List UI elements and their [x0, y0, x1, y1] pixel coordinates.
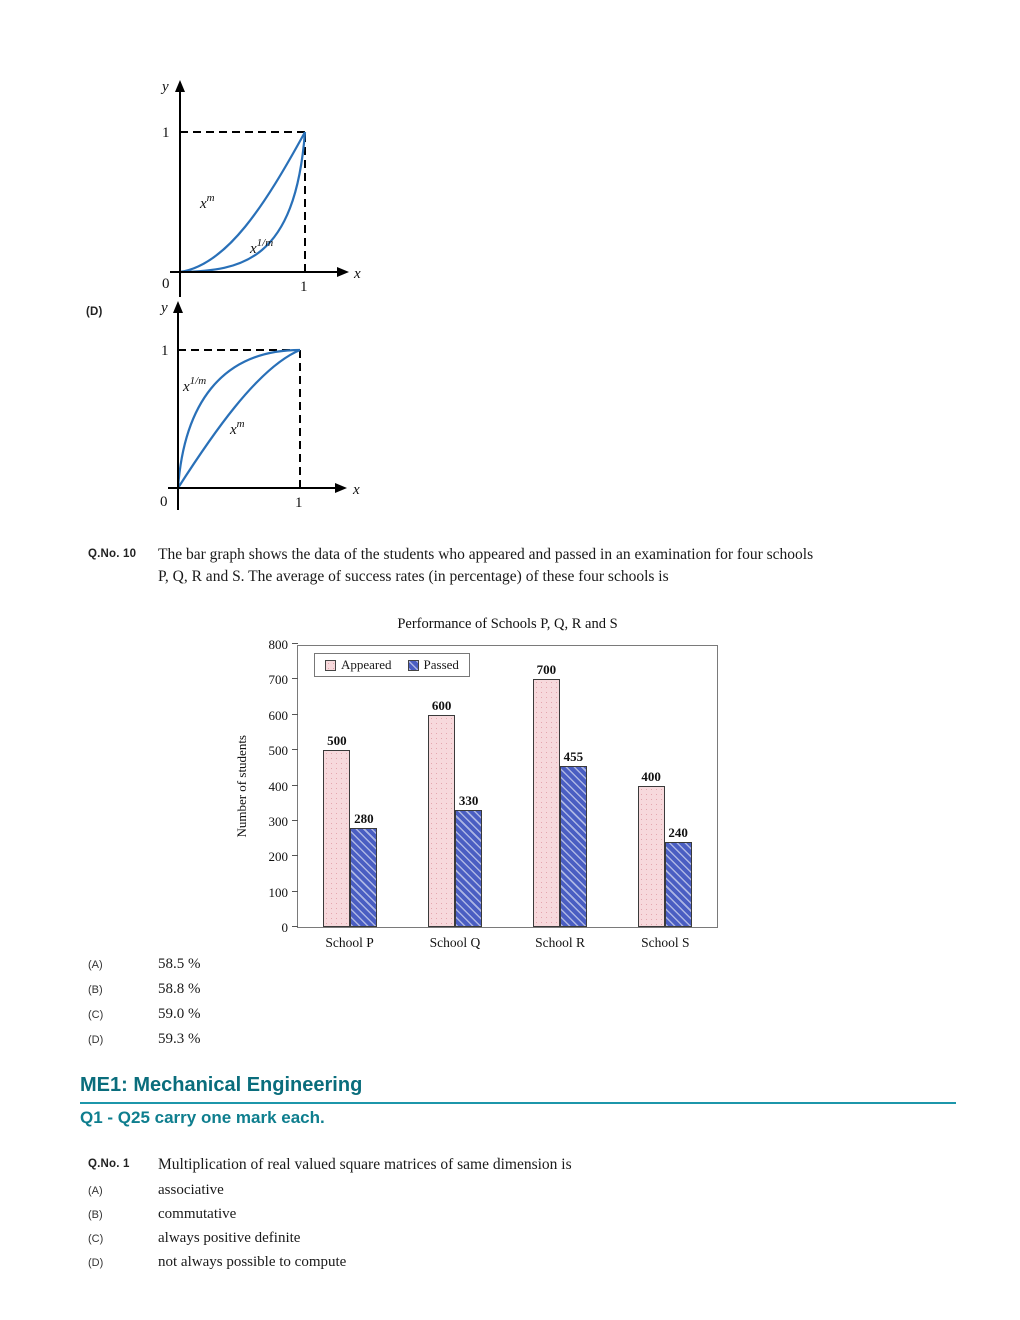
y-tick-label: 100 [268, 884, 288, 900]
q1-option-c [88, 1230, 608, 1247]
option-letter: (B) [88, 984, 103, 996]
curve-label-exponent: m [206, 192, 215, 204]
option-d-figure-label: (D) [86, 306, 103, 318]
passed-bar [665, 825, 692, 927]
curve-label-x-power-1-over-m [182, 375, 206, 395]
q1-number: Q.No. 1 [88, 1158, 130, 1170]
bar-value-label: 455 [563, 749, 584, 765]
y-tick-label: 800 [268, 637, 288, 652]
option-text: 58.8 % [158, 981, 201, 997]
bar-group [508, 646, 613, 927]
option-text: commutative [158, 1206, 237, 1222]
q10-option-a [88, 956, 508, 973]
option-text: 59.3 % [158, 1031, 201, 1047]
q1-option-b [88, 1206, 608, 1223]
option-letter: (A) [88, 1185, 103, 1197]
curve-label-base: x [183, 379, 190, 395]
y-tick-mark [292, 678, 298, 679]
curve-label-x-power-1-over-m [249, 237, 273, 257]
y-tick-label: 300 [268, 813, 288, 829]
bar-chart [230, 616, 735, 966]
x-category-label: School P [325, 935, 374, 950]
chart-legend [314, 653, 470, 677]
option-letter: (D) [88, 1257, 104, 1269]
curve-label-x-power-m [199, 192, 215, 212]
bar-value-label: 400 [641, 768, 661, 784]
chart-y-axis-title [234, 645, 250, 928]
x-category-label: School S [641, 935, 690, 950]
chart-y-axis [254, 637, 288, 935]
option-letter: (C) [88, 1233, 104, 1245]
curve-label-base: x [200, 196, 207, 212]
legend-label: Passed [423, 657, 459, 672]
q10-option-c [88, 1006, 508, 1023]
y-tick-label: 400 [268, 778, 288, 794]
y-tick-mark [292, 749, 298, 750]
chart-y-axis-title-text: Number of students [234, 735, 249, 838]
bar-value-label: 600 [431, 697, 452, 713]
curve-label-exponent: 1/m [189, 375, 207, 387]
y-tick-label: 0 [281, 920, 288, 935]
option-text: not always possible to compute [158, 1254, 347, 1270]
y-axis-arrow-icon [173, 301, 183, 313]
chart-x-labels [297, 935, 718, 951]
chart-title: Performance of Schools P, Q, R and S [397, 616, 618, 632]
origin-label: 0 [160, 494, 168, 510]
option-letter: (B) [88, 1209, 103, 1221]
option-text: 58.5 % [158, 956, 201, 972]
option-text: associative [158, 1182, 224, 1198]
legend-item [408, 657, 459, 673]
q10-options [88, 956, 508, 1048]
y-tick-label: 200 [268, 849, 288, 865]
bar-group [403, 646, 508, 927]
legend-item [325, 657, 392, 673]
q10-text: The bar graph shows the data of the students who appeared and passed in an examination for four schools P, Q, R and S. The average of success rates (in percentage) of these four schools is [158, 546, 814, 585]
section-subtitle: Q1 - Q25 carry one mark each. [80, 1108, 325, 1127]
y-tick-mark [292, 926, 298, 927]
y-tick-mark [292, 714, 298, 715]
x-axis-label: x [354, 266, 361, 282]
option-letter: (A) [88, 959, 103, 971]
y-one-tick: 1 [161, 343, 169, 359]
option-letter: (D) [88, 1034, 104, 1046]
y-axis-label: y [162, 79, 169, 95]
curve-x-power-1-over-m [180, 132, 305, 272]
bar-value-label: 280 [354, 810, 374, 826]
option-text: always positive definite [158, 1230, 301, 1246]
curve-x-power-m [180, 132, 305, 272]
y-tick-mark [292, 820, 298, 821]
option-letter: (C) [88, 1009, 104, 1021]
curve-label-x-power-m [229, 418, 245, 438]
q1-text: Multiplication of real valued square matrices of same dimension is [158, 1156, 572, 1173]
x-category-label: School R [535, 935, 586, 950]
y-tick-label: 700 [268, 672, 288, 688]
y-tick-mark [292, 643, 298, 644]
appeared-bar [323, 733, 350, 927]
bar-group [612, 646, 717, 927]
curve-label-exponent: 1/m [256, 237, 274, 249]
bar-value-label: 500 [327, 733, 347, 749]
y-tick-mark [292, 855, 298, 856]
y-one-tick: 1 [162, 125, 170, 141]
curve-label-base: x [250, 241, 257, 257]
function-graph-bottom [145, 298, 400, 525]
appeared-bar [533, 662, 560, 927]
y-tick-label: 600 [268, 707, 288, 723]
curve-label-base: x [230, 422, 237, 438]
section-title: ME1: Mechanical Engineering [80, 1074, 956, 1104]
y-axis-label: y [161, 300, 168, 316]
y-tick-mark [292, 785, 298, 786]
y-axis-arrow-icon [175, 80, 185, 92]
x-category-label: School Q [429, 935, 481, 950]
chart-plot [297, 645, 718, 928]
option-text: 59.0 % [158, 1006, 201, 1022]
x-axis-arrow-icon [337, 267, 349, 277]
bar-groups [298, 646, 717, 927]
q1-option-a [88, 1182, 608, 1199]
q1-options [88, 1182, 608, 1271]
x-one-tick: 1 [300, 279, 308, 295]
bar-group [298, 646, 403, 927]
legend-label: Appeared [341, 657, 392, 672]
q10-option-d [88, 1031, 508, 1048]
function-graph-top [150, 75, 405, 315]
legend-swatch-appeared [325, 660, 336, 671]
bar-value-label: 240 [668, 825, 688, 841]
appeared-bar [638, 768, 665, 928]
q10-number: Q.No. 10 [88, 548, 137, 560]
x-one-tick: 1 [295, 495, 303, 511]
y-tick-mark [292, 891, 298, 892]
bar-value-label: 700 [536, 662, 557, 678]
appeared-bar [428, 697, 455, 927]
x-axis-arrow-icon [335, 483, 347, 493]
origin-label: 0 [162, 276, 170, 292]
passed-bar [350, 810, 377, 927]
bar-value-label: 330 [458, 793, 479, 809]
q10-option-b [88, 981, 508, 998]
q1-option-d [88, 1254, 608, 1271]
curve-label-exponent: m [236, 418, 245, 430]
passed-bar [455, 793, 482, 927]
x-axis-label: x [353, 482, 360, 498]
y-tick-label: 500 [268, 743, 288, 759]
legend-swatch-passed [408, 660, 419, 671]
passed-bar [560, 749, 587, 927]
